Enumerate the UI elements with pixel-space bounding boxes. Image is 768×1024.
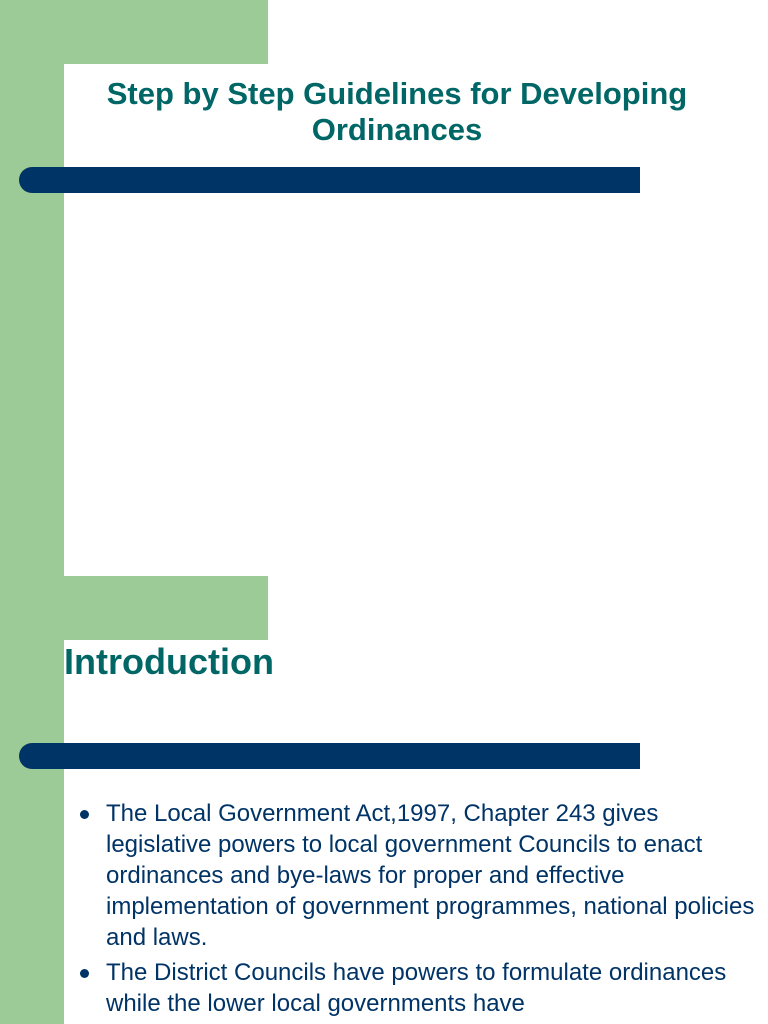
bullet-text: The Local Government Act,1997, Chapter 243 gives legislative powers to local government Councils to enact ordinances and bye-laws for proper and effective implementation of government programmes, national policies and laws. bbox=[106, 800, 755, 951]
slide-heading: Introduction bbox=[64, 641, 274, 682]
slide-title: Step by Step Guidelines for Developing Ordinances bbox=[106, 76, 688, 147]
bullet-text: The District Councils have powers to formulate ordinances while the lower local governments have bbox=[106, 959, 727, 1017]
bullet-dot-icon bbox=[80, 969, 89, 978]
bullet-dot-icon bbox=[80, 810, 89, 819]
green-top-block bbox=[0, 0, 268, 64]
green-side-strip bbox=[0, 0, 64, 576]
bullet-list bbox=[78, 798, 758, 1023]
green-side-strip bbox=[0, 576, 64, 1024]
heading-divider-bar bbox=[19, 743, 640, 769]
slide-2 bbox=[0, 576, 768, 1024]
green-top-block bbox=[0, 576, 268, 640]
list-item bbox=[78, 798, 758, 953]
list-item bbox=[78, 957, 758, 1019]
title-divider-bar bbox=[19, 167, 640, 193]
